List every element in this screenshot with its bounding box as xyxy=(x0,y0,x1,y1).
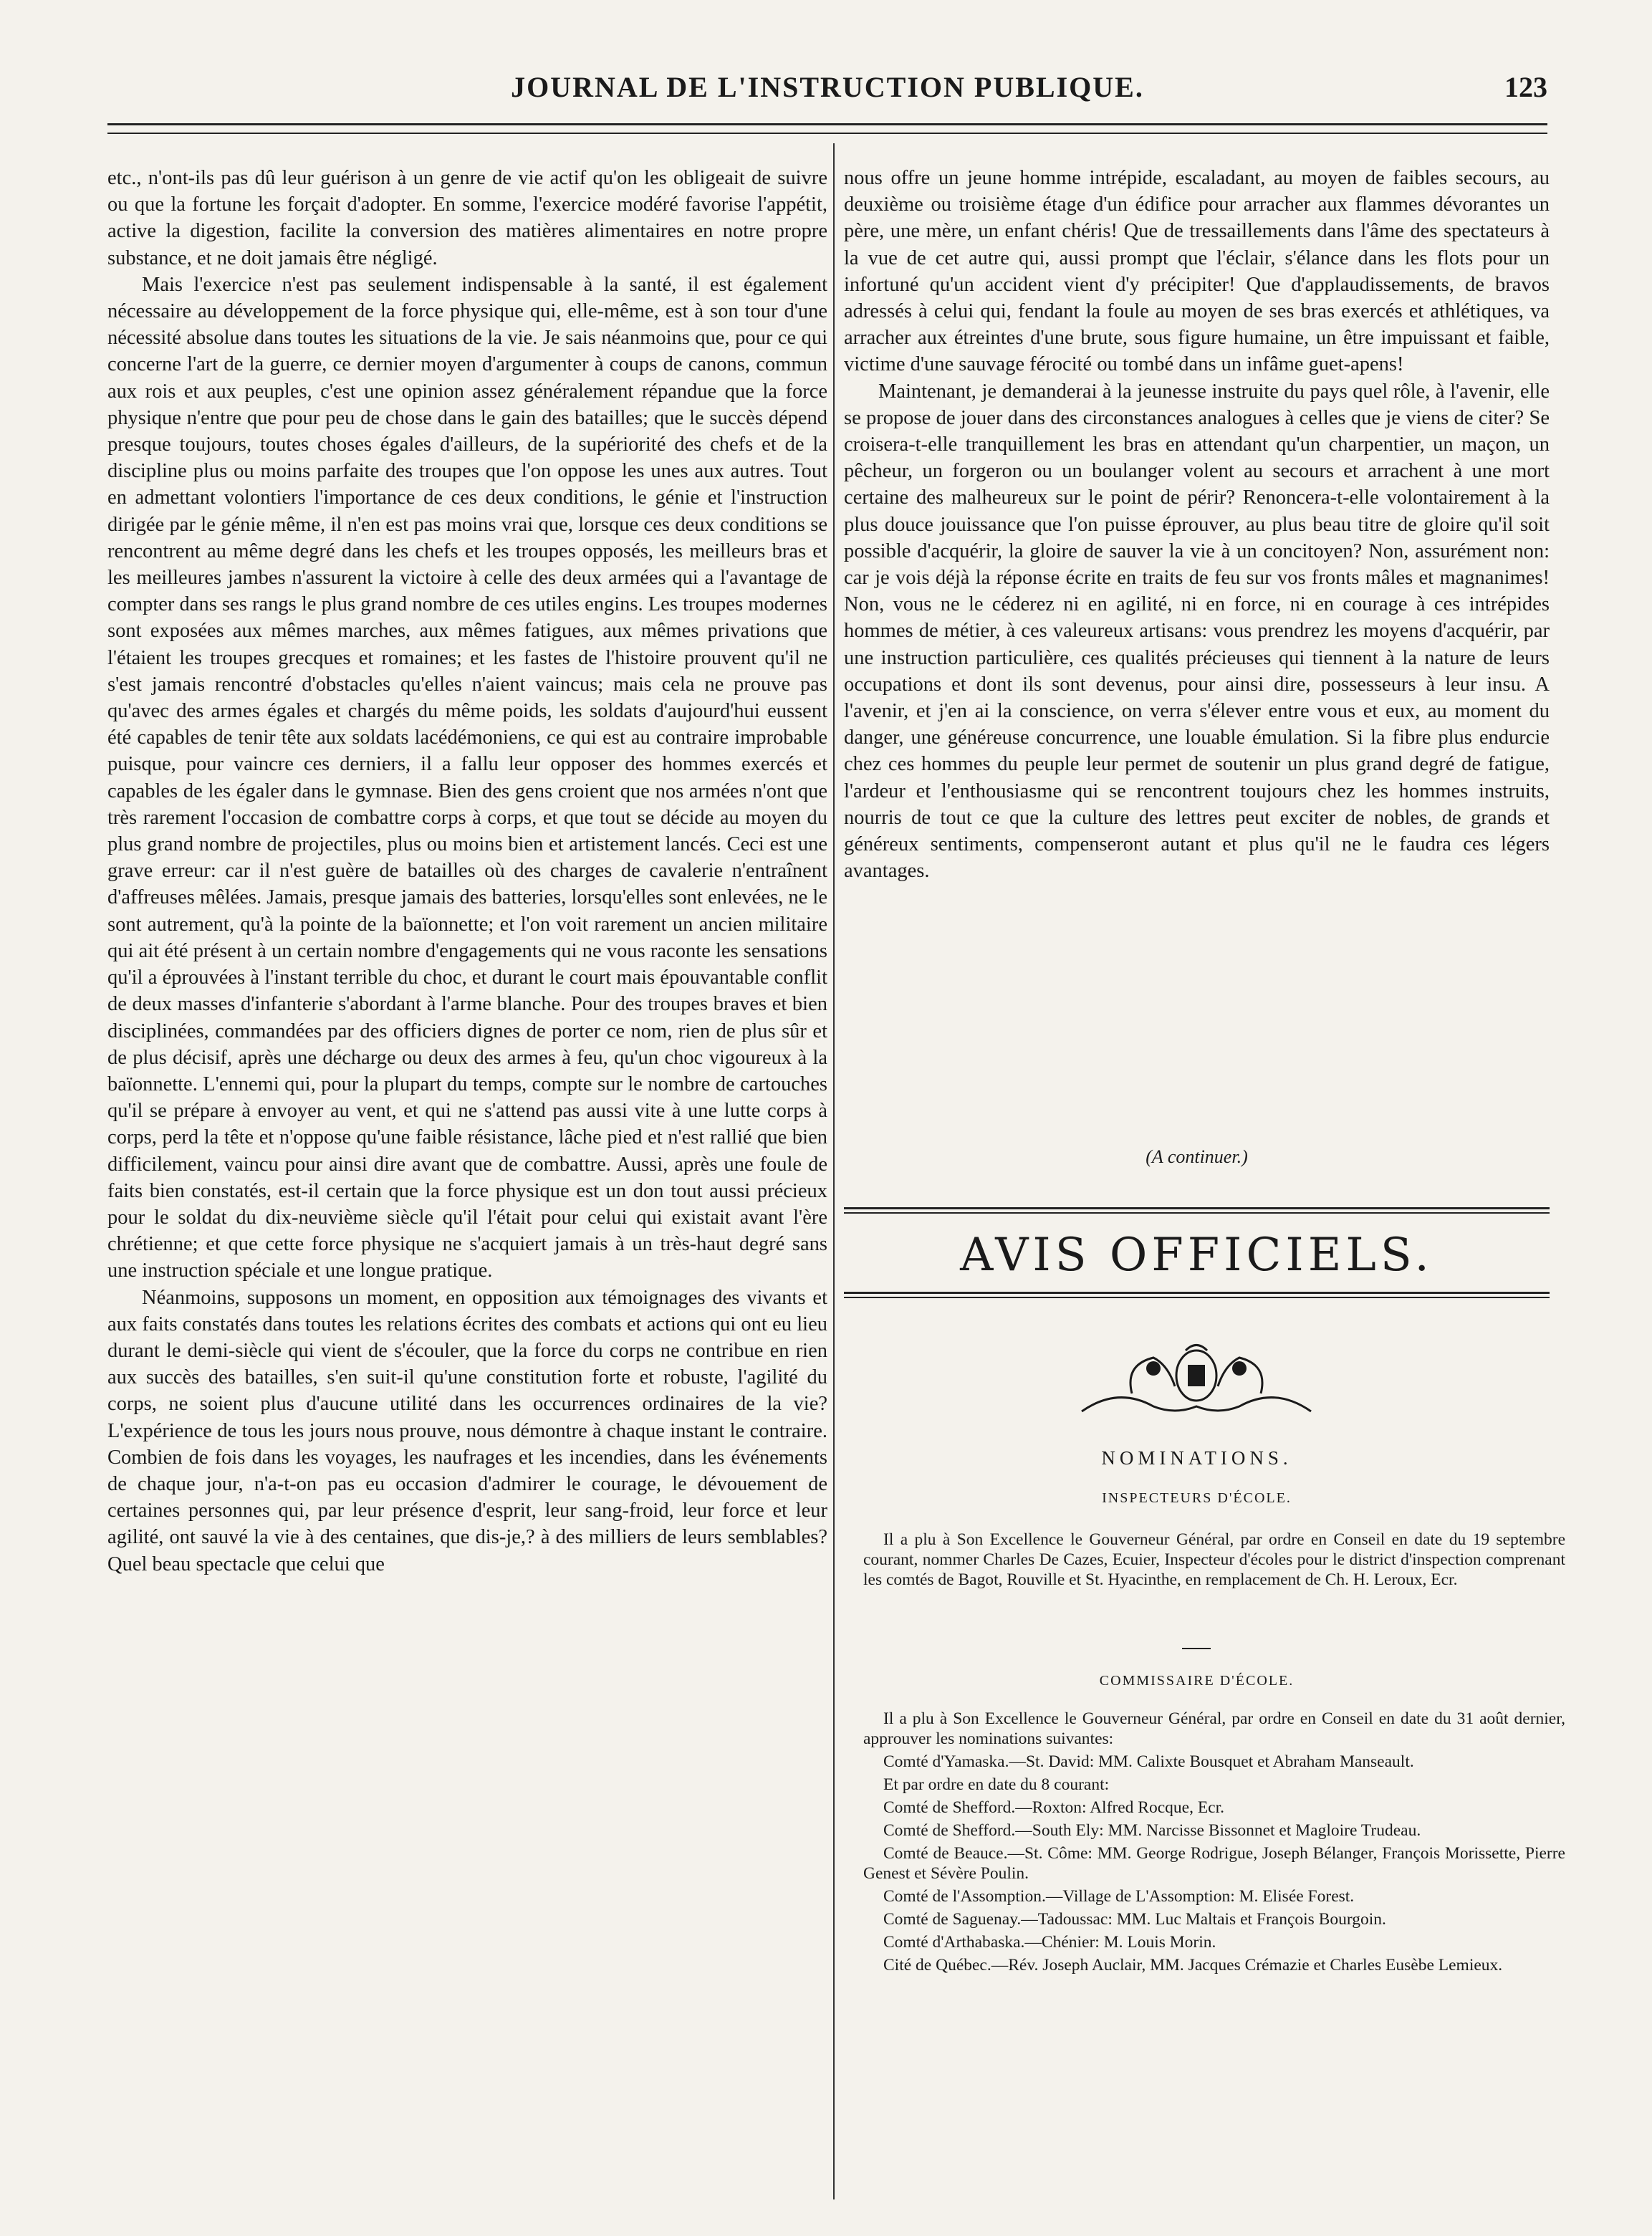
nominations-heading: NOMINATIONS. xyxy=(1101,1447,1292,1469)
list-item: Comté d'Yamaska.—St. David: MM. Calixte Bousquet et Abraham Manseault. xyxy=(883,1752,1414,1771)
commissaire-intro: Il a plu à Son Excellence le Gouverneur Général, par ordre en Conseil en date du 31 août dernier, approuver les nominations suivantes: xyxy=(863,1709,1565,1748)
journal-title: JOURNAL DE L'INSTRUCTION PUBLIQUE. xyxy=(511,71,1144,103)
left-column xyxy=(107,165,827,2199)
commissaire-heading: COMMISSAIRE D'ÉCOLE. xyxy=(1099,1673,1295,1689)
royal-coat-of-arms-icon xyxy=(1075,1336,1318,1422)
left-paragraph: etc., n'ont-ils pas dû leur guérison à un genre de vie actif qu'on les obligeait de suivre ou que la fortune les forçait d'adopter. En somme, l'exercice modéré favorise l'appétit, active la digestion, facilite la conversion des matières alimentaires en notre propre substance, et ne doit jamais être négligé. xyxy=(107,167,827,269)
section-rule-top xyxy=(844,1207,1550,1209)
section-rule-top-thin xyxy=(844,1212,1550,1214)
to-continue-note: (A continuer.) xyxy=(1146,1146,1248,1167)
header-rule xyxy=(107,123,1547,134)
inspecteurs-text: Il a plu à Son Excellence le Gouverneur Général, par ordre en Conseil en date du 19 septembre courant, nommer Charles De Cazes, Ecuier, Inspecteur d'écoles pour le district d'inspection comprenant les comtés de Bagot, Rouville et St. Hyacinthe, en remplacement de Ch. H. Leroux, Ecr. xyxy=(863,1530,1565,1589)
page-header xyxy=(107,70,1547,113)
list-item: Et par ordre en date du 8 courant: xyxy=(883,1775,1110,1794)
inspecteurs-notice xyxy=(863,1530,1565,1593)
left-paragraph: Mais l'exercice n'est pas seulement indispensable à la santé, il est également nécessaire au développement de la force physique qui, elle-même, est à son tour d'une nécessité absolue dans toutes les situations de la vie. Je sais néanmoins que, pour ce qui concerne l'art de la guerre, ce dernier moyen d'argumenter à coups de canons, commun aux rois et aux peuples, c'est une opinion assez généralement répandue que la force physique n'entre que pour peu de chose dans le gain des batailles; que le succès dépend presque toujours, toutes choses égales d'ailleurs, de la supériorité des chefs et de la discipline plus ou moins parfaite des troupes que l'on oppose les unes aux autres. Tout en admettant volontiers l'importance de ces deux conditions, le génie et l'instruction dirigée par le génie même, il n'en est pas moins vrai que, lorsque ces deux conditions se rencontrent au même degré dans les chefs et les troupes opposés, les meilleurs bras et les meilleures jambes n'assurent la victoire à celle des deux armées qui a l'avantage de compter dans ses rangs le plus grand nombre de ces utiles engins. Les troupes modernes sont exposées aux mêmes marches, aux mêmes fatigues, aux mêmes privations que l'étaient les troupes grecques et romaines; et les fastes de l'histoire prouvent qu'il ne s'est jamais rencontré d'obstacles qu'elles n'aient vaincus; mais cela ne prouve pas qu'avec des armes égales et chargés du même poids, les soldats d'aujourd'hui eussent été capables de tenir tête aux soldats lacédémoniens, ce qui est au contraire improbable puisque, pour vaincre ces derniers, il a fallu leur opposer des hommes exercés et capables de les égaler dans le gymnase. Bien des gens croient que nos armées n'ont que très rarement l'occasion de combattre corps à corps, et que tout se décide au moyen du plus grand nombre de projectiles, plus ou moins bien et artistement lancés. Ceci est une grave erreur: car il n'est guère de batailles où des charges de cavalerie n'entraînent d'affreuses mêlées. Jamais, presque jamais des batteries, lorsqu'elles sont enlevées, ne le sont autrement, qu'à la pointe de la baïonnette; et l'on voit rarement un ancien militaire qui ait été présent à un certain nombre d'engagements qui ne vous raconte les sensations qu'il a éprouvées à l'instant terrible du choc, et durant le court mais épouvantable conflit de deux masses d'infanterie s'abordant à l'arme blanche. Pour des troupes braves et bien disciplinées, commandées par des officiers dignes de porter ce nom, rien de plus sûr et de plus décisif, après une décharge ou deux des armes à feu, qu'un choc vigoureux à la baïonnette. L'ennemi qui, pour la plupart du temps, compte sur le nombre de cartouches qu'il se prépare à envoyer au vent, et qui ne s'attend pas aussi vite à une lutte corps à corps, perd la tête et n'oppose qu'une faible résistance, lâche pied et n'est rallié que bien difficilement, vaincu pour ainsi dire avant que de combattre. Aussi, après une foule de faits bien constatés, est-il certain que la force physique est un don tout aussi précieux pour le soldat du dix-neuvième siècle qu'il l'était pour celui qui existait avant l'ère chrétienne; et que cette force physique ne s'acquiert jamais à un très-haut degré sans une instruction spéciale et une longue pratique. xyxy=(107,273,827,1282)
short-divider xyxy=(1182,1648,1211,1649)
list-item: Comté d'Arthabaska.—Chénier: M. Louis Morin. xyxy=(883,1933,1216,1952)
list-item: Comté de Beauce.—St. Côme: MM. George Rodrigue, Joseph Bélanger, François Morissette, Pierre Genest et Sévère Poulin. xyxy=(863,1844,1565,1883)
column-divider xyxy=(833,143,835,2199)
right-column xyxy=(844,165,1550,1153)
list-item: Cité de Québec.—Rév. Joseph Auclair, MM. Jacques Crémazie et Charles Eusèbe Lemieux. xyxy=(883,1956,1503,1975)
list-item: Comté de Shefford.—South Ely: MM. Narcisse Bissonnet et Magloire Trudeau. xyxy=(883,1821,1421,1840)
right-paragraph: Maintenant, je demanderai à la jeunesse instruite du pays quel rôle, à l'avenir, elle se propose de jouer dans des circonstances analogues à celles que je viens de citer? Se croisera-t-elle tranquillement les bras en attendant qu'un charpentier, un maçon, un pêcheur, un forgeron ou un boulanger volent au secours et arrachent à une mort certaine des malheureux sur le point de périr? Renoncera-t-elle volontairement à la plus douce jouissance que l'on puisse éprouver, au plus beau titre de gloire qu'il soit possible d'acquérir, la gloire de sauver la vie à un concitoyen? Non, assurément non: car je vois déjà la réponse écrite en traits de feu sur vos fronts mâles et magnanimes! Non, vous ne le céderez ni en agilité, ni en force, ni en courage à ces intrépides hommes de métier, à ces valeureux artisans: vous prendrez les moyens d'acquérir, par une instruction particulière, ces qualités précieuses qui tiennent à la nature de leurs occupations et dont ils sont devenus, pour ainsi dire, possesseurs à leur insu. A l'avenir, et j'en ai la conscience, on verra s'élever entre vous et eux, au moment du danger, une généreuse concurrence, une louable émulation. Si la fibre plus endurcie chez ces hommes du peuple leur permet de soutenir un plus grand degré de fatigue, l'ardeur et l'enthousiasme qui se rencontrent toujours chez les hommes instruits, nourris de tout ce que la culture des lettres peut exciter de nobles, de grands et généreux sentiments, compenseront autant et plus qu'il ne le faudra ces légers avantages. xyxy=(844,380,1550,883)
left-paragraph: Néanmoins, supposons un moment, en opposition aux témoignages des vivants et aux faits constatés dans toutes les relations écrites des combats et actions qui ont eu lieu durant le demi-siècle qui vient de s'écouler, que la force du corps ne contribue en rien aux succès des batailles, s'en suit-il qu'une constitution forte et robuste, l'agilité du corps, ne soient plus d'aucune utilité dans les occurrences ordinaires de la vie? L'expérience de tous les jours nous prouve, nous démontre à chaque instant le contraire. Combien de fois dans les voyages, les naufrages et les incendies, dans les événements de chaque jour, n'a-t-on pas eu occasion d'admirer le courage, le dévouement de certaines personnes qui, par leur présence d'esprit, leur sang-froid, leur force et leur agilité, ont sauvé la vie à des centaines, que dis-je,? à des milliers de leurs semblables? Quel beau spectacle que celui que xyxy=(107,1286,827,1575)
list-item: Comté de l'Assomption.—Village de L'Assomption: M. Elisée Forest. xyxy=(883,1887,1355,1906)
section-rule-bottom xyxy=(844,1292,1550,1294)
section-rule-bottom-thin xyxy=(844,1297,1550,1298)
commissaire-notice xyxy=(863,1709,1565,1978)
page-number: 123 xyxy=(1504,71,1547,103)
section-title: AVIS OFFICIELS. xyxy=(960,1229,1434,1282)
list-item: Comté de Shefford.—Roxton: Alfred Rocque, Ecr. xyxy=(883,1798,1225,1817)
list-item: Comté de Saguenay.—Tadoussac: MM. Luc Maltais et François Bourgoin. xyxy=(883,1910,1386,1929)
right-paragraph: nous offre un jeune homme intrépide, escaladant, au moyen de faibles secours, au deuxième ou troisième étage d'un édifice pour arracher aux flammes dévorantes un père, une mère, un enfant chéris! Que de tressaillements dans l'âme des spectateurs à la vue de cet autre qui, aussi prompt que l'éclair, s'élance dans les flots pour un infortuné qu'un accident vient d'y précipiter! Que d'applaudissements, de bravos adressés à celui qui, fendant la foule au moyen de ses bras exercés et athlétiques, va arracher aux étreintes d'une brute, sous figure humaine, un être impuissant et faible, victime d'une sauvage férocité ou tombé dans un infâme guet-apens! xyxy=(844,167,1550,376)
inspecteurs-heading: INSPECTEURS D'ÉCOLE. xyxy=(1102,1490,1292,1506)
